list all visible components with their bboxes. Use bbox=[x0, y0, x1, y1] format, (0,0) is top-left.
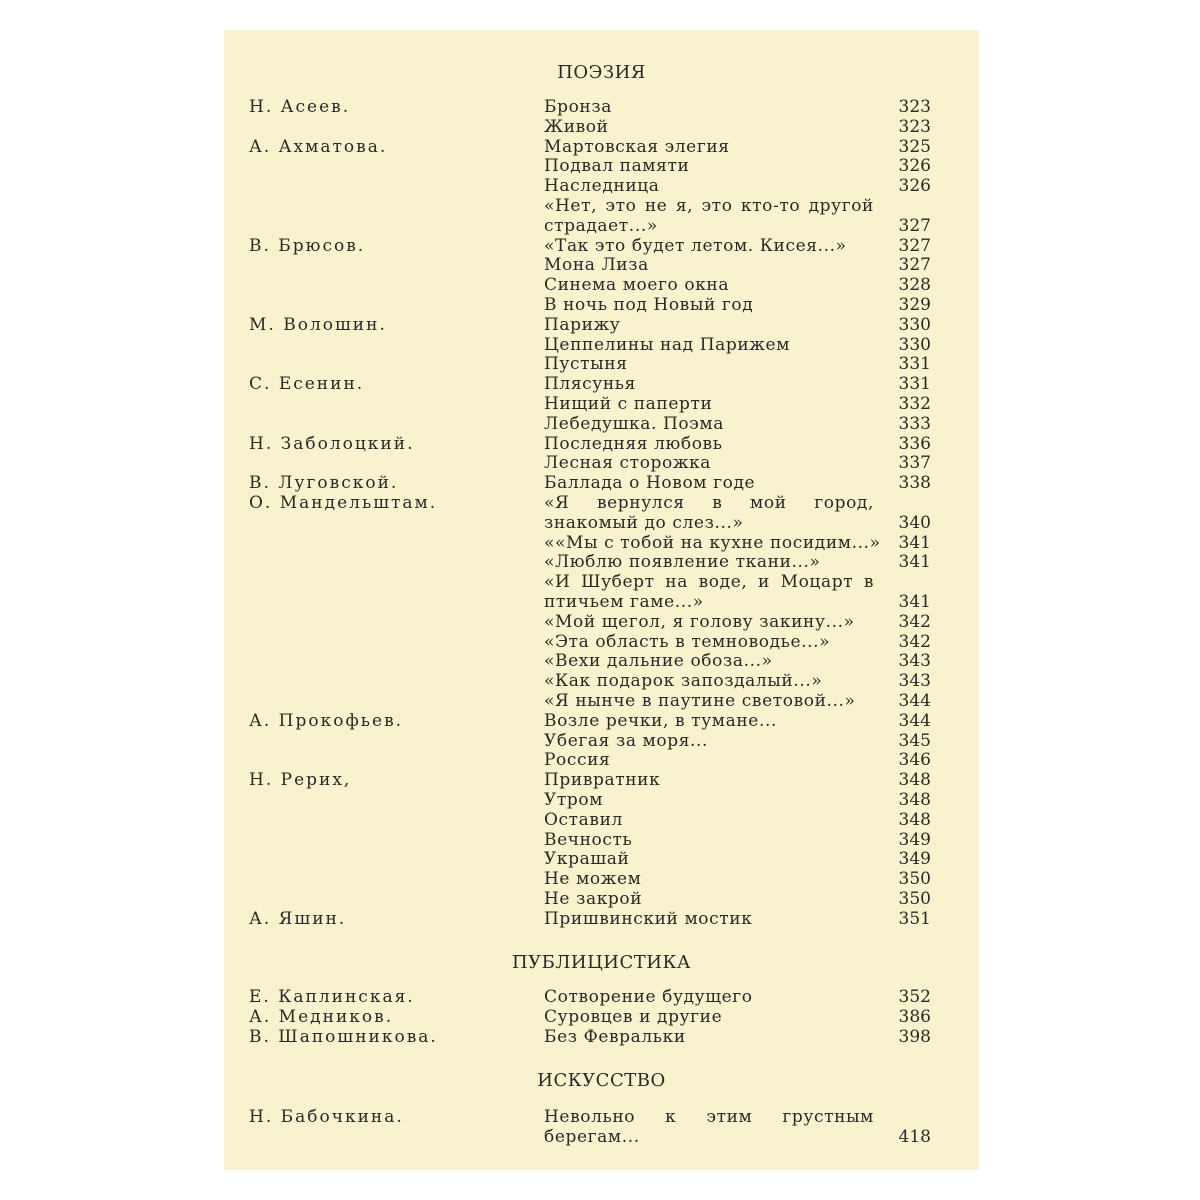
entry-author: Н. Асеев. bbox=[249, 97, 351, 117]
toc-entry[interactable] bbox=[224, 315, 979, 335]
entry-title: Подвал памяти bbox=[544, 156, 690, 177]
entry-page-number: 343 bbox=[898, 671, 931, 692]
toc-entry[interactable] bbox=[224, 354, 979, 374]
entry-title: «Нет, это не я, это кто-то другой страдает...» bbox=[544, 196, 874, 236]
entry-page-number: 323 bbox=[898, 116, 931, 137]
entry-author: В. Шапошникова. bbox=[249, 1026, 438, 1047]
entry-title: Привратник bbox=[544, 770, 661, 791]
entry-title: «Мой щегол, я голову закину...» bbox=[544, 611, 855, 632]
entry-page-number: 346 bbox=[898, 750, 931, 771]
entry-title: Последняя любовь bbox=[544, 433, 723, 454]
toc-entry[interactable] bbox=[224, 711, 979, 731]
entry-title: В ночь под Новый год bbox=[544, 295, 754, 315]
entry-page-number: 328 bbox=[898, 275, 931, 296]
entry-author: А. Яшин. bbox=[249, 908, 347, 929]
entry-page-number: 386 bbox=[898, 1006, 931, 1027]
entry-page-number: 327 bbox=[898, 235, 931, 256]
entry-author: В. Брюсов. bbox=[249, 235, 366, 256]
entry-author: А. Медников. bbox=[249, 1006, 394, 1027]
toc-entry[interactable] bbox=[224, 1107, 979, 1147]
toc-entry[interactable] bbox=[224, 572, 979, 612]
entry-page-number: 337 bbox=[898, 453, 931, 474]
section-heading: ИСКУССТВО bbox=[537, 1070, 666, 1091]
entry-page-number: 398 bbox=[898, 1026, 931, 1047]
entry-title: Пришвинский мостик bbox=[544, 908, 753, 929]
toc-entry[interactable] bbox=[224, 909, 979, 929]
toc-entry[interactable] bbox=[224, 473, 979, 493]
toc-entry[interactable] bbox=[224, 493, 979, 533]
entry-title: Не можем bbox=[544, 869, 642, 890]
toc-entry[interactable] bbox=[224, 987, 979, 1007]
toc-entry[interactable] bbox=[224, 830, 979, 850]
toc-entry[interactable] bbox=[224, 374, 979, 394]
entry-page-number: 341 bbox=[898, 552, 931, 573]
toc-entry[interactable] bbox=[224, 295, 979, 315]
toc-entry[interactable] bbox=[224, 731, 979, 751]
toc-entry[interactable] bbox=[224, 453, 979, 473]
entry-page-number: 350 bbox=[898, 869, 931, 890]
toc-entry[interactable] bbox=[224, 414, 979, 434]
toc-entry[interactable] bbox=[224, 849, 979, 869]
entry-author: Н. Заболоцкий. bbox=[249, 433, 415, 454]
entry-title: «Я нынче в паутине световой...» bbox=[544, 691, 856, 711]
entry-author: О. Мандельштам. bbox=[249, 493, 438, 513]
entry-title: Синема моего окна bbox=[544, 275, 730, 296]
toc-entry[interactable] bbox=[224, 97, 979, 117]
toc-entry[interactable] bbox=[224, 255, 979, 275]
entry-page-number: 348 bbox=[898, 809, 931, 830]
entry-page-number: 345 bbox=[898, 730, 931, 751]
entry-page-number: 344 bbox=[898, 710, 931, 731]
entry-title: «Эта область в темноводье...» bbox=[544, 631, 831, 652]
entry-title: Оставил bbox=[544, 809, 623, 830]
toc-entry[interactable] bbox=[224, 137, 979, 157]
toc-entry[interactable] bbox=[224, 671, 979, 691]
toc-entry[interactable] bbox=[224, 335, 979, 355]
entry-page-number: 352 bbox=[898, 987, 931, 1007]
entry-page-number: 333 bbox=[898, 413, 931, 434]
section-heading: ПОЭЗИЯ bbox=[557, 62, 646, 83]
entry-title: Суровцев и другие bbox=[544, 1006, 723, 1027]
toc-entry[interactable] bbox=[224, 156, 979, 176]
toc-entry[interactable] bbox=[224, 632, 979, 652]
entry-title: «Так это будет летом. Кисея...» bbox=[544, 235, 847, 256]
entry-title: «Как подарок запоздалый...» bbox=[544, 671, 823, 692]
entry-title: Мартовская элегия bbox=[544, 136, 730, 157]
toc-entry[interactable] bbox=[224, 770, 979, 790]
entry-page-number: 350 bbox=[898, 889, 931, 909]
toc-entry[interactable] bbox=[224, 612, 979, 632]
entry-page-number: 327 bbox=[898, 255, 931, 276]
toc-entry[interactable] bbox=[224, 750, 979, 770]
entry-page-number: 331 bbox=[898, 374, 931, 395]
entry-author: С. Есенин. bbox=[249, 374, 365, 395]
entry-page-number: 323 bbox=[898, 97, 931, 117]
toc-entry[interactable] bbox=[224, 790, 979, 810]
toc-entry[interactable] bbox=[224, 275, 979, 295]
entry-page-number: 418 bbox=[898, 1126, 931, 1147]
entry-title: Бронза bbox=[544, 97, 612, 117]
entry-page-number: 331 bbox=[898, 354, 931, 375]
entry-page-number: 348 bbox=[898, 790, 931, 810]
entry-page-number: 342 bbox=[898, 631, 931, 652]
entry-author: М. Волошин. bbox=[249, 314, 387, 335]
entry-page-number: 326 bbox=[898, 176, 931, 197]
entry-page-number: 344 bbox=[898, 691, 931, 711]
entry-page-number: 349 bbox=[898, 849, 931, 870]
toc-entry[interactable] bbox=[224, 1007, 979, 1027]
entry-title: ««Мы с тобой на кухне посидим...» bbox=[544, 532, 881, 553]
toc-entry[interactable] bbox=[224, 176, 979, 196]
entry-title: Убегая за моря... bbox=[544, 730, 709, 751]
entry-title: «И Шуберт на воде, и Моцарт в птичьем гаме...» bbox=[544, 572, 874, 613]
entry-title: Невольно к этим грустным берегам... bbox=[544, 1107, 874, 1147]
entry-title: Вечность bbox=[544, 829, 633, 850]
entry-page-number: 326 bbox=[898, 156, 931, 177]
entry-title: Плясунья bbox=[544, 374, 636, 395]
entry-page-number: 336 bbox=[898, 433, 931, 454]
entry-page-number: 330 bbox=[898, 334, 931, 355]
toc-entry[interactable] bbox=[224, 117, 979, 137]
entry-title: Нищий с паперти bbox=[544, 394, 713, 414]
toc-entry[interactable] bbox=[224, 651, 979, 671]
entry-title: Мона Лиза bbox=[544, 255, 649, 276]
entry-title: Лесная сторожка bbox=[544, 453, 712, 474]
toc-entry[interactable] bbox=[224, 552, 979, 572]
entry-title: Без Февральки bbox=[544, 1026, 686, 1047]
book-page bbox=[224, 30, 979, 1170]
entry-author: Е. Каплинская. bbox=[249, 987, 415, 1007]
entry-page-number: 342 bbox=[898, 611, 931, 632]
entry-page-number: 340 bbox=[898, 512, 931, 533]
entry-page-number: 327 bbox=[898, 215, 931, 236]
toc-entry[interactable] bbox=[224, 533, 979, 553]
entry-page-number: 332 bbox=[898, 394, 931, 414]
entry-author: В. Луговской. bbox=[249, 473, 399, 494]
entry-title: Парижу bbox=[544, 314, 621, 335]
entry-page-number: 343 bbox=[898, 651, 931, 672]
entry-page-number: 330 bbox=[898, 314, 931, 335]
entry-title: Цеппелины над Парижем bbox=[544, 334, 791, 355]
entry-page-number: 348 bbox=[898, 770, 931, 791]
toc-entry[interactable] bbox=[224, 1027, 979, 1047]
entry-page-number: 325 bbox=[898, 136, 931, 157]
entry-title: Живой bbox=[544, 116, 609, 137]
entry-page-number: 349 bbox=[898, 829, 931, 850]
entry-author: Н. Бабочкина. bbox=[249, 1107, 404, 1127]
entry-title: «Вехи дальние обоза...» bbox=[544, 651, 773, 672]
entry-title: Россия bbox=[544, 750, 611, 771]
toc-entry[interactable] bbox=[224, 889, 979, 909]
entry-page-number: 338 bbox=[898, 473, 931, 494]
entry-title: Баллада о Новом годе bbox=[544, 473, 756, 494]
entry-title: Лебедушка. Поэма bbox=[544, 413, 724, 434]
toc-entry[interactable] bbox=[224, 691, 979, 711]
entry-title: «Я вернулся в мой город, знакомый до слез...» bbox=[544, 493, 874, 533]
toc-entry[interactable] bbox=[224, 196, 979, 236]
entry-author: Н. Рерих, bbox=[249, 770, 352, 791]
entry-title: Не закрой bbox=[544, 889, 643, 909]
entry-page-number: 329 bbox=[898, 295, 931, 315]
entry-author: А. Ахматова. bbox=[249, 136, 388, 157]
entry-title: Украшай bbox=[544, 849, 630, 870]
entry-title: Сотворение будущего bbox=[544, 987, 753, 1007]
toc-entry[interactable] bbox=[224, 236, 979, 256]
entry-title: Наследница bbox=[544, 176, 660, 197]
entry-title: «Люблю появление ткани...» bbox=[544, 552, 821, 573]
entry-page-number: 341 bbox=[898, 532, 931, 553]
entry-title: Возле речки, в тумане... bbox=[544, 710, 777, 731]
toc-entry[interactable] bbox=[224, 869, 979, 889]
toc-entry[interactable] bbox=[224, 810, 979, 830]
toc-entry[interactable] bbox=[224, 434, 979, 454]
entry-title: Пустыня bbox=[544, 354, 628, 375]
entry-title: Утром bbox=[544, 790, 604, 810]
entry-author: А. Прокофьев. bbox=[249, 710, 404, 731]
toc-entry[interactable] bbox=[224, 394, 979, 414]
entry-page-number: 351 bbox=[898, 908, 931, 929]
section-heading: ПУБЛИЦИСТИКА bbox=[511, 952, 692, 973]
entry-page-number: 341 bbox=[898, 591, 931, 612]
